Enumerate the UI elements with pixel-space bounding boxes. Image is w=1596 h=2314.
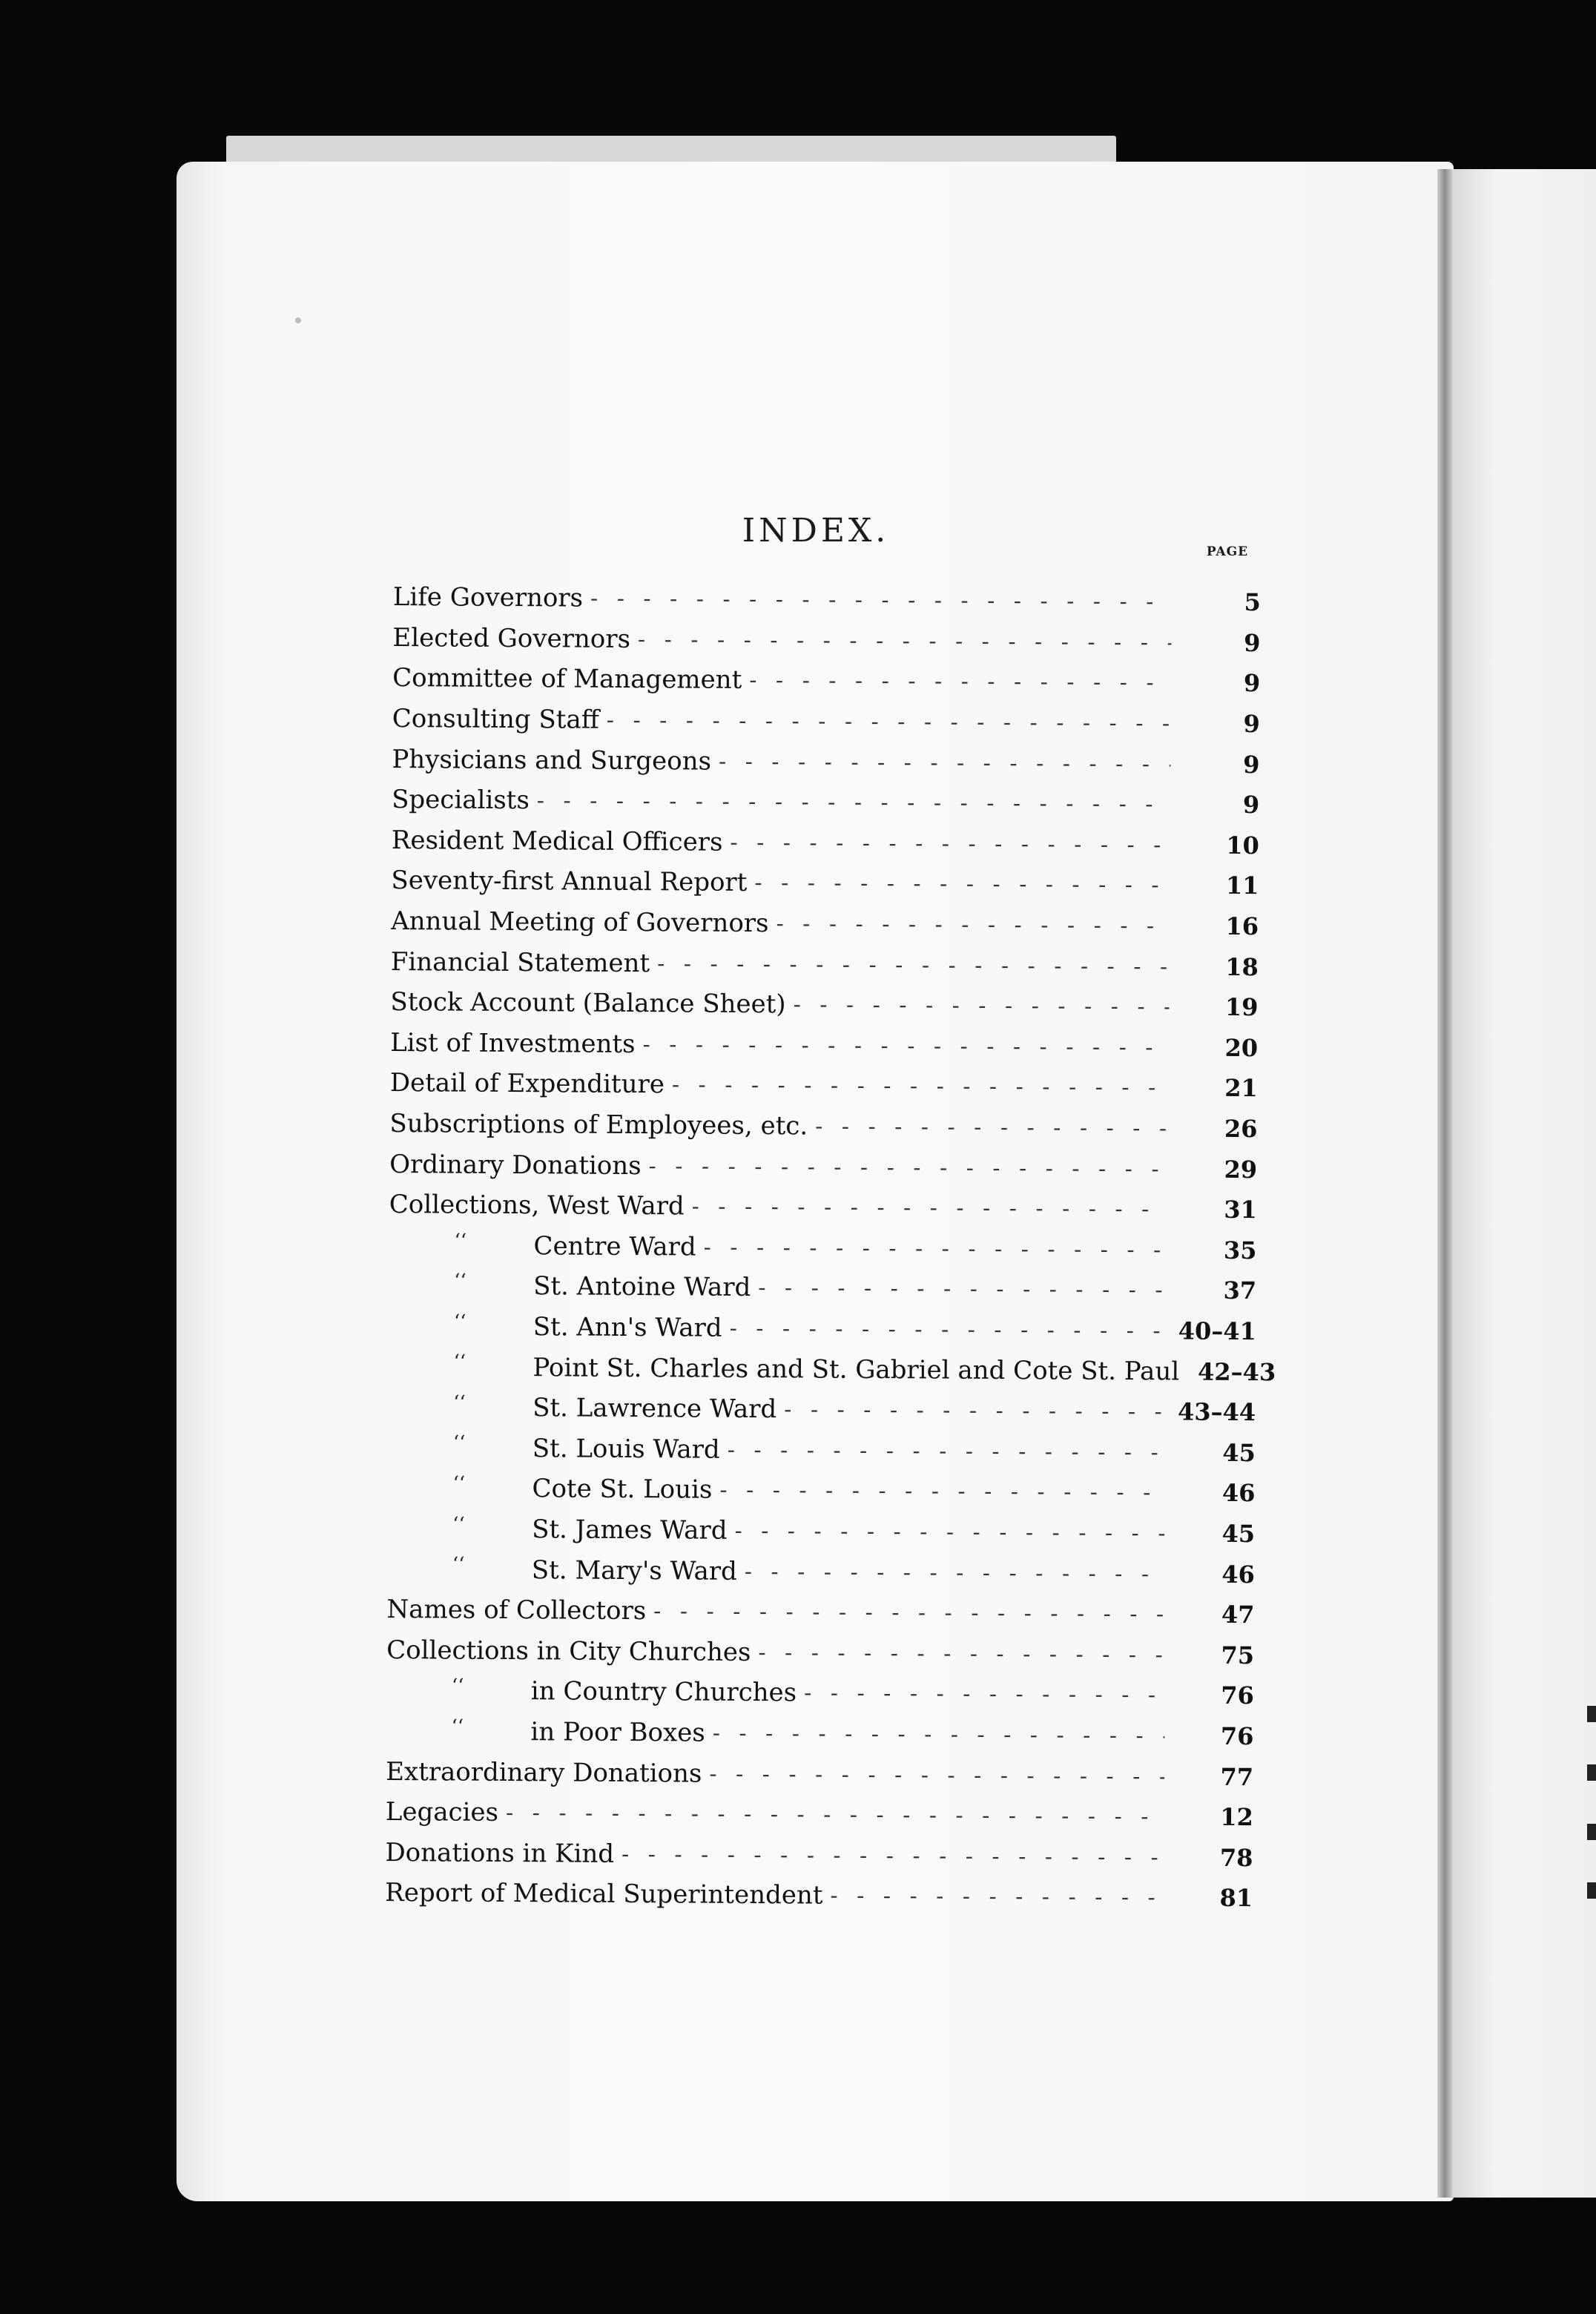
entry-page-number: 9 bbox=[1244, 628, 1261, 658]
entry-page-number: 75 bbox=[1221, 1641, 1255, 1669]
index-entry bbox=[389, 1224, 1264, 1270]
entry-page-number: 9 bbox=[1243, 750, 1260, 779]
dot-leader bbox=[758, 1275, 1167, 1302]
entry-label: Names of Collectors bbox=[386, 1595, 647, 1626]
dot-leader bbox=[830, 1883, 1164, 1911]
index-entry bbox=[387, 1549, 1262, 1595]
entry-label: Seventy-first Annual Report bbox=[391, 866, 748, 898]
entry-label: Financial Statement bbox=[390, 946, 650, 978]
dot-leader bbox=[734, 1518, 1166, 1546]
entry-label: Donations in Kind bbox=[385, 1837, 615, 1869]
dot-leader bbox=[784, 1397, 1167, 1424]
facing-page-print-marks bbox=[1587, 1706, 1596, 1899]
entry-page-number: 9 bbox=[1243, 710, 1260, 739]
ditto-mark: ‘‘ bbox=[453, 1351, 466, 1374]
index-entry bbox=[388, 1427, 1263, 1473]
index-entry bbox=[389, 1306, 1264, 1352]
index-entry bbox=[390, 1023, 1265, 1069]
entry-label: Consulting Staff bbox=[392, 704, 599, 735]
entry-label: Legacies bbox=[385, 1797, 499, 1828]
entry-label: Extraordinary Donations bbox=[386, 1756, 702, 1789]
index-entry bbox=[385, 1832, 1260, 1878]
ditto-mark: ‘‘ bbox=[453, 1391, 466, 1414]
index-entry bbox=[385, 1873, 1260, 1919]
dot-leader bbox=[653, 1598, 1165, 1626]
ditto-mark: ‘‘ bbox=[454, 1270, 466, 1293]
dot-leader bbox=[642, 1032, 1169, 1060]
index-entry bbox=[390, 982, 1265, 1028]
dot-leader bbox=[745, 1558, 1166, 1586]
entry-label: Point St. Charles and St. Gabriel and Cote St. Paul bbox=[532, 1352, 1180, 1387]
dot-leader bbox=[537, 788, 1171, 817]
entry-page-number: 40–41 bbox=[1178, 1316, 1256, 1346]
dot-leader bbox=[730, 830, 1170, 858]
index-entry bbox=[389, 1265, 1264, 1311]
dot-leader bbox=[754, 870, 1170, 897]
dot-leader bbox=[506, 1800, 1164, 1829]
entry-page-number: 35 bbox=[1223, 1236, 1257, 1265]
entry-label: Ordinary Donations bbox=[389, 1149, 642, 1181]
index-entry bbox=[392, 658, 1267, 704]
entry-label: Subscriptions of Employees, etc. bbox=[389, 1109, 808, 1141]
index-entry bbox=[387, 1509, 1262, 1555]
entry-page-number: 78 bbox=[1219, 1843, 1253, 1872]
index-entry bbox=[388, 1387, 1263, 1433]
ditto-mark: ‘‘ bbox=[454, 1230, 467, 1253]
entry-page-number: 26 bbox=[1224, 1114, 1258, 1144]
entry-page-number: 37 bbox=[1223, 1276, 1257, 1305]
ditto-mark: ‘‘ bbox=[453, 1311, 466, 1334]
dot-leader bbox=[657, 951, 1170, 979]
index-entry bbox=[391, 860, 1266, 906]
dot-leader bbox=[709, 1761, 1164, 1789]
ditto-mark: ‘‘ bbox=[451, 1675, 464, 1698]
entry-label: Committee of Management bbox=[392, 663, 742, 696]
entry-page-number: 46 bbox=[1221, 1479, 1256, 1508]
dot-leader bbox=[794, 992, 1170, 1020]
dot-leader bbox=[607, 708, 1171, 736]
entry-page-number: 77 bbox=[1220, 1762, 1254, 1791]
entry-page-number: 47 bbox=[1221, 1600, 1255, 1629]
ditto-mark: ‘‘ bbox=[452, 1513, 465, 1536]
index-entry bbox=[392, 779, 1267, 825]
entry-label: St. James Ward bbox=[532, 1514, 728, 1546]
entry-label: Centre Ward bbox=[533, 1230, 696, 1262]
entry-page-number: 76 bbox=[1221, 1681, 1254, 1710]
entry-label: List of Investments bbox=[390, 1027, 636, 1059]
dot-leader bbox=[730, 1316, 1167, 1344]
entry-page-number: 29 bbox=[1224, 1155, 1258, 1184]
index-entry bbox=[386, 1711, 1261, 1757]
entry-page-number: 21 bbox=[1224, 1074, 1258, 1103]
entry-page-number: 76 bbox=[1220, 1721, 1254, 1751]
index-entry bbox=[386, 1751, 1261, 1797]
entry-page-number: 45 bbox=[1222, 1438, 1256, 1467]
dot-leader bbox=[815, 1114, 1169, 1141]
index-entry bbox=[392, 699, 1267, 745]
facing-page-edge bbox=[1452, 169, 1596, 2198]
dot-leader bbox=[672, 1072, 1169, 1101]
paper-speck bbox=[295, 317, 301, 323]
book-gutter bbox=[1437, 169, 1452, 2198]
dot-leader bbox=[749, 668, 1171, 695]
dot-leader bbox=[621, 1842, 1164, 1870]
index-entry bbox=[390, 1063, 1265, 1109]
entry-label: Specialists bbox=[392, 785, 530, 816]
entry-label: Physicians and Surgeons bbox=[392, 744, 712, 777]
entry-page-number: 46 bbox=[1221, 1560, 1255, 1589]
dot-leader bbox=[590, 586, 1172, 615]
entry-page-number: 43–44 bbox=[1177, 1397, 1256, 1427]
entry-label: Report of Medical Superintendent bbox=[385, 1878, 823, 1911]
entry-page-number: 81 bbox=[1219, 1884, 1253, 1913]
dot-leader bbox=[692, 1194, 1168, 1222]
entry-page-number: 45 bbox=[1221, 1519, 1256, 1549]
dot-leader bbox=[728, 1437, 1167, 1466]
index-entry bbox=[389, 1104, 1264, 1150]
ditto-mark: ‘‘ bbox=[451, 1715, 464, 1738]
ditto-mark: ‘‘ bbox=[452, 1553, 465, 1576]
dot-leader bbox=[804, 1681, 1165, 1708]
entry-label: Resident Medical Officers bbox=[391, 825, 723, 857]
entry-page-number: 10 bbox=[1226, 831, 1259, 860]
dot-leader bbox=[649, 1153, 1169, 1181]
entry-page-number: 16 bbox=[1225, 912, 1259, 941]
dot-leader bbox=[704, 1234, 1168, 1262]
index-entries bbox=[385, 577, 1276, 1919]
index-entry bbox=[389, 1184, 1264, 1230]
entry-label: St. Lawrence Ward bbox=[532, 1393, 777, 1425]
dot-leader bbox=[719, 1477, 1166, 1506]
dot-leader bbox=[758, 1640, 1165, 1667]
entry-label: Detail of Expenditure bbox=[389, 1068, 665, 1100]
entry-label: St. Mary's Ward bbox=[531, 1555, 737, 1586]
entry-page-number: 5 bbox=[1244, 588, 1261, 617]
entry-label: Collections in City Churches bbox=[386, 1635, 751, 1667]
dot-leader bbox=[713, 1721, 1165, 1749]
entry-label: in Poor Boxes bbox=[530, 1717, 705, 1748]
index-entry bbox=[392, 618, 1267, 664]
entry-page-number: 11 bbox=[1225, 871, 1259, 900]
entry-page-number: 9 bbox=[1242, 791, 1260, 820]
entry-page-number: 19 bbox=[1224, 993, 1259, 1022]
entry-label: Collections, West Ward bbox=[389, 1190, 685, 1222]
entry-page-number: 9 bbox=[1243, 669, 1261, 698]
entry-page-number: 42–43 bbox=[1197, 1357, 1276, 1386]
index-entry bbox=[386, 1629, 1262, 1675]
index-entry bbox=[386, 1589, 1262, 1635]
index-entry bbox=[387, 1468, 1262, 1514]
entry-page-number: 12 bbox=[1220, 1802, 1253, 1832]
index-entry bbox=[392, 820, 1267, 866]
index-entry bbox=[386, 1792, 1261, 1838]
index-entry bbox=[386, 1670, 1262, 1716]
index-entry bbox=[391, 901, 1266, 947]
dot-leader bbox=[638, 627, 1172, 655]
entry-label: St. Ann's Ward bbox=[532, 1312, 722, 1343]
entry-label: Stock Account (Balance Sheet) bbox=[390, 987, 786, 1020]
entry-page-number: 31 bbox=[1224, 1196, 1257, 1224]
entry-label: Annual Meeting of Governors bbox=[391, 906, 769, 939]
entry-page-number: 18 bbox=[1225, 952, 1259, 981]
entry-label: Elected Governors bbox=[392, 622, 631, 654]
index-title: INDEX. bbox=[742, 512, 890, 550]
entry-label: St. Louis Ward bbox=[532, 1433, 720, 1465]
entry-label: in Country Churches bbox=[530, 1676, 797, 1708]
entry-label: St. Antoine Ward bbox=[533, 1271, 751, 1303]
entry-page-number: 20 bbox=[1224, 1033, 1259, 1062]
index-entry bbox=[389, 1144, 1264, 1190]
ditto-mark: ‘‘ bbox=[452, 1472, 466, 1495]
index-entry bbox=[392, 739, 1267, 785]
index-entry bbox=[388, 1346, 1276, 1392]
index-entry bbox=[391, 941, 1266, 987]
entry-label: Life Governors bbox=[392, 582, 584, 613]
entry-label: Cote St. Louis bbox=[532, 1474, 713, 1506]
dot-leader bbox=[776, 911, 1170, 938]
ditto-mark: ‘‘ bbox=[452, 1431, 466, 1455]
index-entry bbox=[393, 577, 1268, 623]
dot-leader bbox=[719, 748, 1171, 777]
page-column-heading: PAGE bbox=[1206, 544, 1249, 559]
